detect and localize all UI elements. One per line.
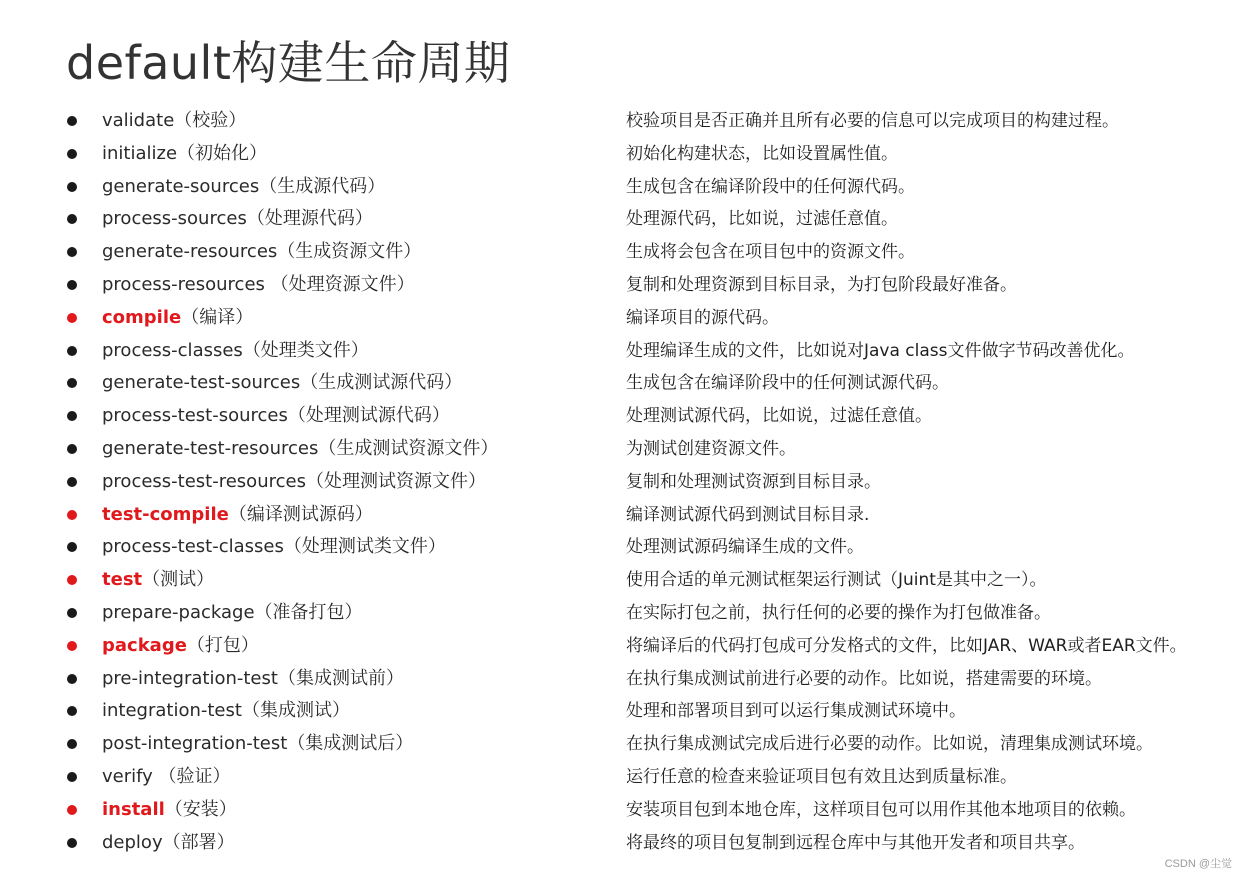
phase-chinese-name: （处理测试类文件） <box>283 536 446 558</box>
phase-chinese-name: （部署） <box>162 831 235 853</box>
bullet-icon <box>67 608 77 618</box>
phase-row-generate-test-resources <box>0 433 1244 466</box>
phase-label <box>102 827 235 860</box>
phase-label <box>102 203 373 236</box>
phase-chinese-name: （准备打包） <box>254 601 363 623</box>
phase-description: 编译项目的源代码。 <box>626 307 779 328</box>
phase-description: 运行任意的检查来验证项目包有效且达到质量标准。 <box>626 766 1017 787</box>
phase-row-process-test-classes <box>0 531 1244 564</box>
phase-name: package <box>102 634 187 656</box>
bullet-icon <box>67 477 77 487</box>
watermark: CSDN @尘觉 <box>1164 858 1232 870</box>
phase-row-test-compile <box>0 499 1244 532</box>
phase-description: 处理测试源码编译生成的文件。 <box>626 537 864 558</box>
phase-name: process-test-sources <box>102 405 288 427</box>
phase-chinese-name: （验证） <box>152 765 231 787</box>
phase-description: 处理和部署项目到可以运行集成测试环境中。 <box>626 701 966 722</box>
phase-chinese-name: （初始化） <box>177 142 268 164</box>
phase-name: validate <box>102 110 175 131</box>
phase-chinese-name: （集成测试后） <box>287 733 414 755</box>
bullet-icon <box>67 510 77 520</box>
bullet-icon <box>67 280 77 290</box>
phase-description: 生成包含在编译阶段中的任何源代码。 <box>626 176 915 197</box>
phase-chinese-name: （处理测试源代码） <box>287 405 450 427</box>
phase-row-process-resources <box>0 269 1244 302</box>
phase-label <box>102 433 498 466</box>
phase-label <box>102 728 413 761</box>
phase-description: 复制和处理资源到目标目录，为打包阶段最好准备。 <box>626 274 1017 295</box>
phase-name: generate-test-resources <box>102 437 319 459</box>
phase-description: 将最终的项目包复制到远程仓库中与其他开发者和项目共享。 <box>626 832 1085 853</box>
phase-chinese-name: （生成测试源代码） <box>300 372 463 394</box>
bullet-icon <box>67 575 77 585</box>
phase-name: process-test-resources <box>102 470 306 492</box>
bullet-icon <box>67 805 77 815</box>
phase-name: deploy <box>102 831 163 853</box>
phase-row-test <box>0 564 1244 597</box>
bullet-icon <box>67 838 77 848</box>
phase-label <box>102 335 369 368</box>
bullet-icon <box>67 444 77 454</box>
phase-row-initialize <box>0 138 1244 171</box>
phase-row-package <box>0 630 1244 663</box>
phase-row-install <box>0 794 1244 827</box>
phase-label <box>102 499 373 532</box>
phase-label <box>102 367 462 400</box>
phase-label <box>102 597 363 630</box>
phase-chinese-name: （打包） <box>186 634 259 656</box>
phase-label <box>102 302 253 335</box>
phase-row-integration-test <box>0 695 1244 728</box>
bullet-icon <box>67 346 77 356</box>
phase-name: generate-sources <box>102 175 260 197</box>
phase-row-validate <box>0 105 1244 138</box>
bullet-icon <box>67 182 77 192</box>
phase-name: integration-test <box>102 700 242 722</box>
phase-label <box>102 236 421 269</box>
phase-description: 编译测试源代码到测试目标目录. <box>626 504 870 525</box>
bullet-icon <box>67 772 77 782</box>
phase-name: initialize <box>102 142 178 164</box>
phase-description: 初始化构建状态，比如设置属性值。 <box>626 143 898 164</box>
phase-label <box>102 269 415 302</box>
phase-description: 使用合适的单元测试框架运行测试（Juint是其中之一）。 <box>626 570 1047 591</box>
phase-row-process-classes <box>0 335 1244 368</box>
lifecycle-phase-list <box>0 105 1244 859</box>
phase-label <box>102 695 350 728</box>
bullet-icon <box>67 411 77 421</box>
phase-name: process-test-classes <box>102 536 284 558</box>
phase-chinese-name: （处理测试资源文件） <box>305 470 486 492</box>
phase-description: 处理编译生成的文件，比如说对Java class文件做字节码改善优化。 <box>626 340 1135 361</box>
phase-row-generate-test-sources <box>0 367 1244 400</box>
phase-name: post-integration-test <box>102 733 288 755</box>
phase-description: 生成将会包含在项目包中的资源文件。 <box>626 242 915 263</box>
phase-chinese-name: （生成源代码） <box>259 175 386 197</box>
phase-name: generate-resources <box>102 241 278 263</box>
bullet-icon <box>67 641 77 651</box>
phase-label <box>102 794 237 827</box>
bullet-icon <box>67 214 77 224</box>
phase-row-generate-resources <box>0 236 1244 269</box>
phase-description: 将编译后的代码打包成可分发格式的文件，比如JAR、WAR或者EAR文件。 <box>626 635 1187 656</box>
phase-name: generate-test-sources <box>102 372 301 394</box>
phase-row-prepare-package <box>0 597 1244 630</box>
phase-description: 复制和处理测试资源到目标目录。 <box>626 471 881 492</box>
phase-chinese-name: （编译） <box>181 306 254 328</box>
phase-row-generate-sources <box>0 171 1244 204</box>
phase-label <box>102 761 231 794</box>
phase-name: verify <box>102 765 153 787</box>
phase-name: pre-integration-test <box>102 667 278 689</box>
bullet-icon <box>67 313 77 323</box>
phase-row-verify <box>0 761 1244 794</box>
phase-name: process-sources <box>102 208 247 230</box>
phase-chinese-name: （校验） <box>174 110 247 131</box>
phase-label <box>102 630 259 663</box>
phase-name: compile <box>102 306 182 328</box>
phase-description: 为测试创建资源文件。 <box>626 438 796 459</box>
phase-chinese-name: （处理类文件） <box>242 339 369 361</box>
phase-description: 处理测试源代码，比如说，过滤任意值。 <box>626 406 932 427</box>
phase-row-process-test-resources <box>0 466 1244 499</box>
phase-description: 生成包含在编译阶段中的任何测试源代码。 <box>626 373 949 394</box>
phase-chinese-name: （编译测试源码） <box>228 503 373 525</box>
page-title: default构建生命周期 <box>66 36 511 90</box>
bullet-icon <box>67 247 77 257</box>
phase-description: 校验项目是否正确并且所有必要的信息可以完成项目的构建过程。 <box>626 111 1119 131</box>
phase-chinese-name: （安装） <box>164 798 237 820</box>
phase-label <box>102 105 246 138</box>
phase-name: test-compile <box>102 503 229 525</box>
phase-description: 在执行集成测试前进行必要的动作。比如说，搭建需要的环境。 <box>626 668 1102 689</box>
phase-row-pre-integration-test <box>0 663 1244 696</box>
bullet-icon <box>67 116 77 126</box>
phase-label <box>102 531 446 564</box>
phase-name: prepare-package <box>102 601 255 623</box>
phase-label <box>102 564 214 597</box>
phase-description: 在执行集成测试完成后进行必要的动作。比如说，清理集成测试环境。 <box>626 734 1153 755</box>
phase-chinese-name: （处理源代码） <box>246 208 373 230</box>
phase-row-process-sources <box>0 203 1244 236</box>
phase-row-post-integration-test <box>0 728 1244 761</box>
bullet-icon <box>67 674 77 684</box>
phase-row-process-test-sources <box>0 400 1244 433</box>
phase-name: test <box>102 569 143 591</box>
bullet-icon <box>67 149 77 159</box>
phase-chinese-name: （生成测试资源文件） <box>318 437 499 459</box>
bullet-icon <box>67 706 77 716</box>
phase-name: install <box>102 798 165 820</box>
phase-row-compile <box>0 302 1244 335</box>
phase-label <box>102 663 404 696</box>
phase-label <box>102 171 385 204</box>
bullet-icon <box>67 542 77 552</box>
phase-chinese-name: （处理资源文件） <box>264 273 415 295</box>
bullet-icon <box>67 739 77 749</box>
bullet-icon <box>67 378 77 388</box>
phase-chinese-name: （集成测试前） <box>277 667 404 689</box>
phase-label <box>102 138 267 171</box>
phase-description: 处理源代码，比如说，过滤任意值。 <box>626 209 898 230</box>
phase-label <box>102 400 450 433</box>
phase-chinese-name: （集成测试） <box>241 700 350 722</box>
phase-description: 在实际打包之前，执行任何的必要的操作为打包做准备。 <box>626 602 1051 623</box>
phase-label <box>102 466 486 499</box>
phase-name: process-classes <box>102 339 243 361</box>
phase-description: 安装项目包到本地仓库，这样项目包可以用作其他本地项目的依赖。 <box>626 799 1136 820</box>
phase-row-deploy <box>0 827 1244 860</box>
phase-chinese-name: （测试） <box>142 569 215 591</box>
phase-name: process-resources <box>102 273 265 295</box>
phase-chinese-name: （生成资源文件） <box>277 241 422 263</box>
